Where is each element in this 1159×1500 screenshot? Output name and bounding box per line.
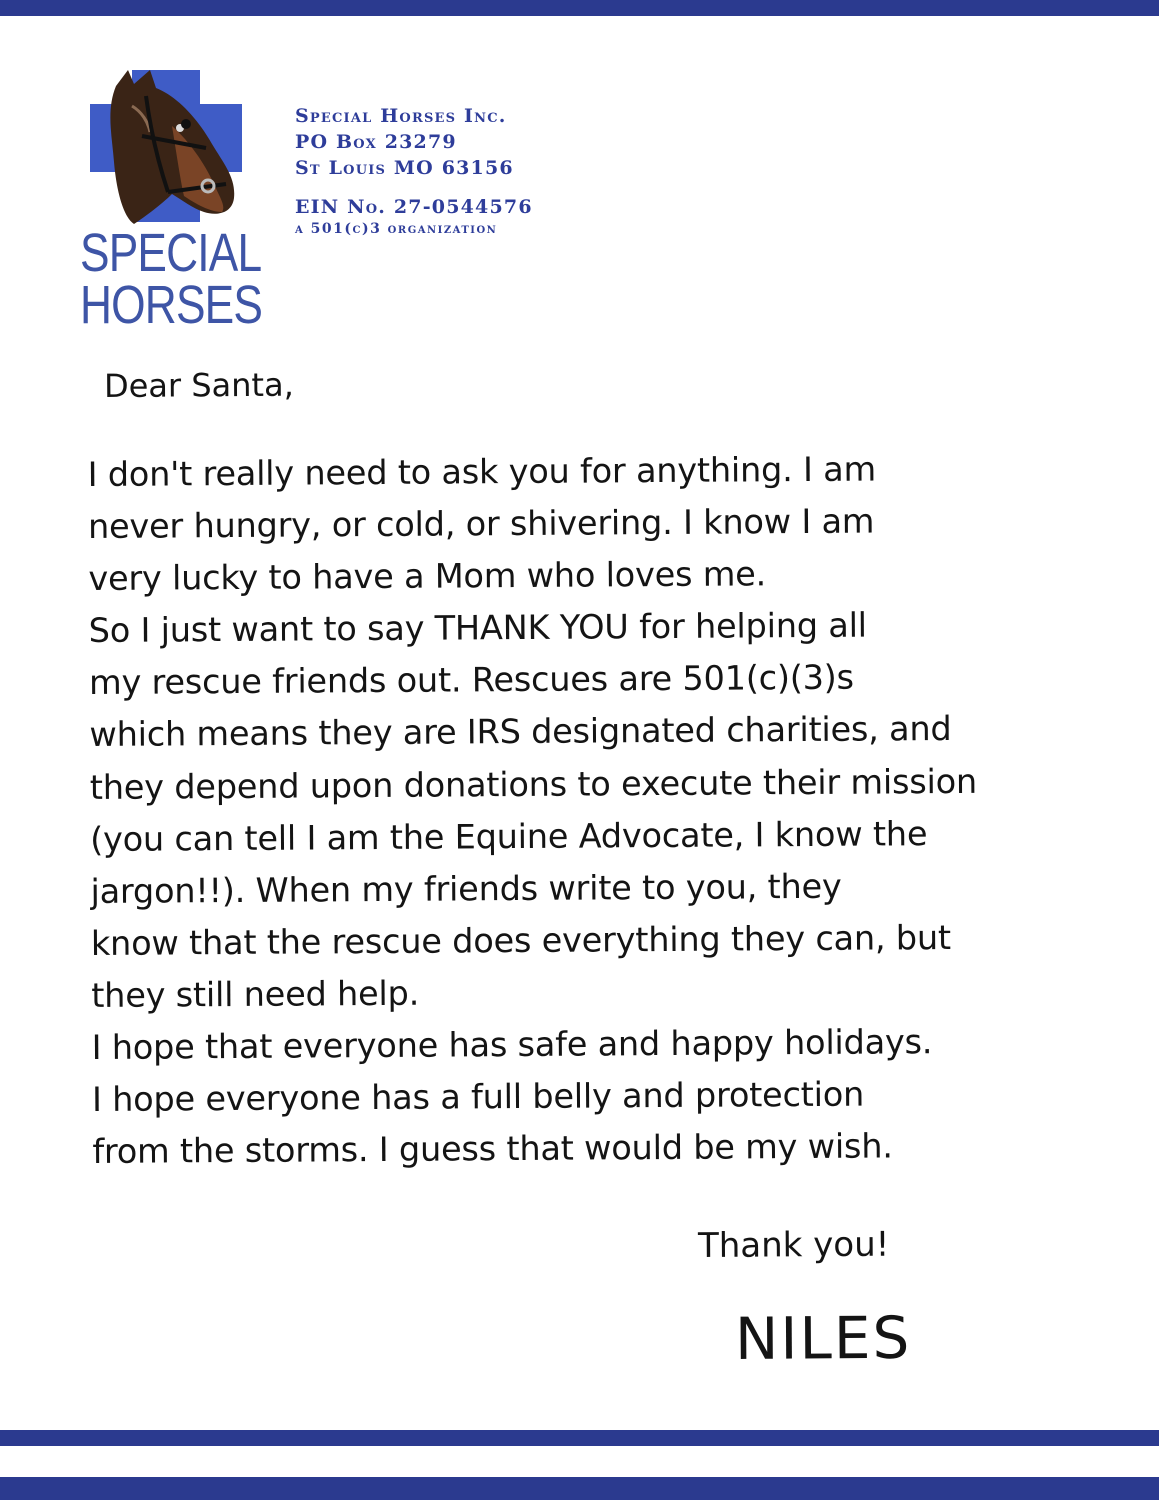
ein-number: EIN No. 27-0544576: [295, 196, 533, 218]
special-horses-logo: [76, 66, 266, 335]
body-line: I hope everyone has a full belly and protection: [91, 1074, 865, 1120]
bottom-border-band: [0, 1430, 1159, 1446]
letter-body: [87, 443, 979, 1178]
body-line: they still need help.: [91, 973, 420, 1015]
body-line: I hope that everyone has safe and happy holidays.: [91, 1022, 933, 1068]
body-line: jargon!!). When my friends write to you, they: [90, 866, 842, 911]
body-line: my rescue friends out. Rescues are 501(c)(3)s: [88, 658, 855, 703]
horse-cross-icon: [76, 66, 266, 226]
body-line: (you can tell I am the Equine Advocate, I know the: [90, 813, 928, 859]
top-border-band: [0, 0, 1159, 16]
body-line: know that the rescue does everything they can, but: [90, 917, 952, 963]
body-line: from the storms. I guess that would be my wish.: [92, 1126, 893, 1172]
po-box: PO Box 23279: [295, 131, 457, 153]
logo-word-horses: HORSES: [80, 275, 263, 335]
signature: NILES: [734, 1303, 912, 1373]
tax-status: a 501(c)3 organization: [295, 221, 498, 237]
letterhead-address-block: [295, 103, 615, 238]
bottom-border-band-lower: [0, 1477, 1159, 1500]
body-line: they depend upon donations to execute their mission: [89, 761, 978, 807]
body-line: very lucky to have a Mom who loves me.: [88, 554, 767, 599]
body-line: never hungry, or cold, or shivering. I know I am: [87, 501, 875, 547]
logo-word-special: SPECIAL: [80, 223, 262, 283]
org-name: Special Horses Inc.: [295, 105, 507, 127]
body-line: So I just want to say THANK YOU for helping all: [88, 605, 867, 651]
salutation: Dear Santa,: [103, 365, 294, 405]
closing: Thank you!: [697, 1224, 890, 1266]
body-line: which means they are IRS designated charities, and: [89, 709, 952, 755]
body-line: I don't really need to ask you for anything. I am: [87, 449, 877, 495]
city-state-zip: St Louis MO 63156: [295, 157, 514, 179]
